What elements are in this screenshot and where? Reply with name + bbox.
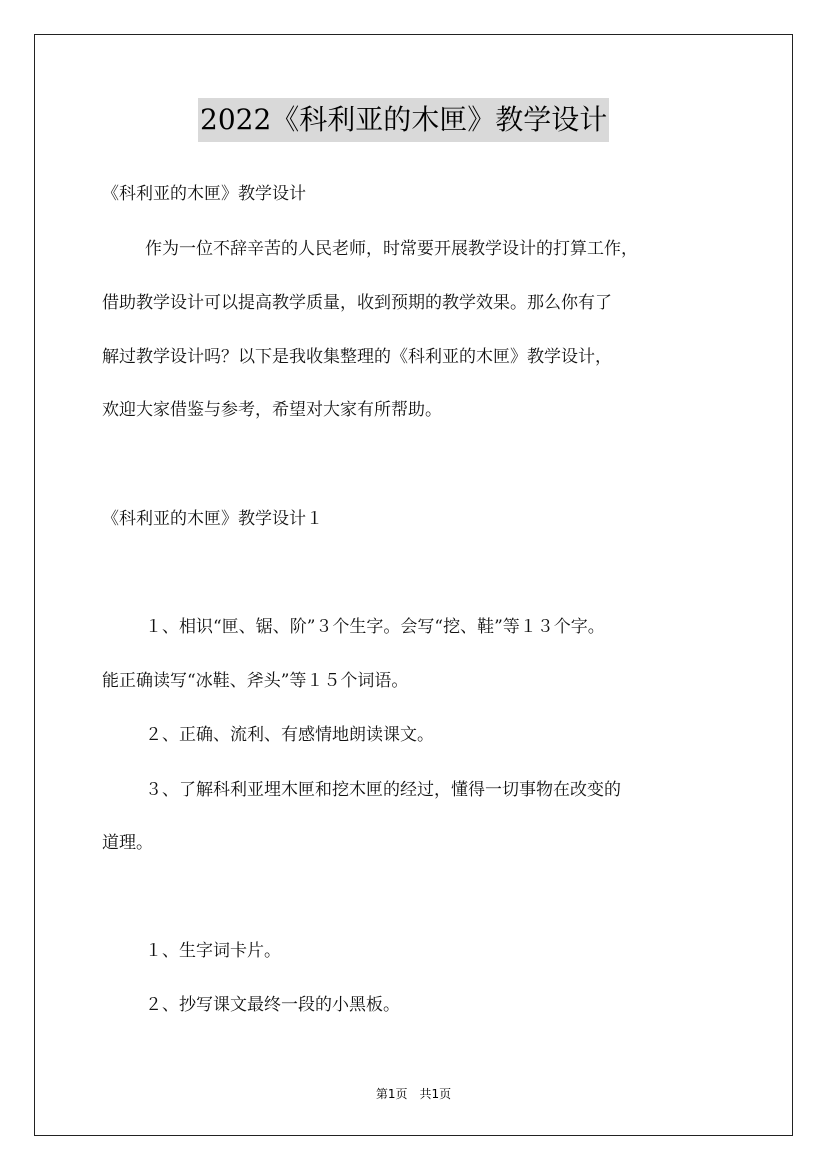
intro-line: 借助教学设计可以提高教学质量，收到预期的教学效果。那么你有了 bbox=[102, 293, 612, 313]
section-heading: 《科利亚的木匣》教学设计１ bbox=[102, 509, 323, 529]
goal-line: ３、了解科利亚埋木匣和挖木匣的经过，懂得一切事物在改变的 bbox=[145, 780, 621, 800]
goal-line: １、相识“匣、锯、阶”３个生字。会写“挖、鞋”等１３个字。 bbox=[145, 617, 605, 637]
intro-line: 作为一位不辞辛苦的人民老师，时常要开展教学设计的打算工作， bbox=[145, 239, 638, 259]
intro-line: 欢迎大家借鉴与参考，希望对大家有所帮助。 bbox=[102, 400, 442, 420]
goal-line: ２、正确、流利、有感情地朗读课文。 bbox=[145, 725, 434, 745]
material-line: １、生字词卡片。 bbox=[145, 941, 281, 961]
goal-line: 道理。 bbox=[102, 833, 153, 853]
subtitle: 《科利亚的木匣》教学设计 bbox=[102, 184, 306, 204]
document-title: 2022《科利亚的木匣》教学设计 bbox=[198, 98, 609, 142]
page-number: 第1页 共1页 bbox=[375, 1087, 452, 1101]
goal-line: 能正确读写“冰鞋、斧头”等１５个词语。 bbox=[102, 671, 409, 691]
material-line: ２、抄写课文最终一段的小黑板。 bbox=[145, 995, 400, 1015]
intro-line: 解过教学设计吗？以下是我收集整理的《科利亚的木匣》教学设计， bbox=[102, 347, 612, 367]
